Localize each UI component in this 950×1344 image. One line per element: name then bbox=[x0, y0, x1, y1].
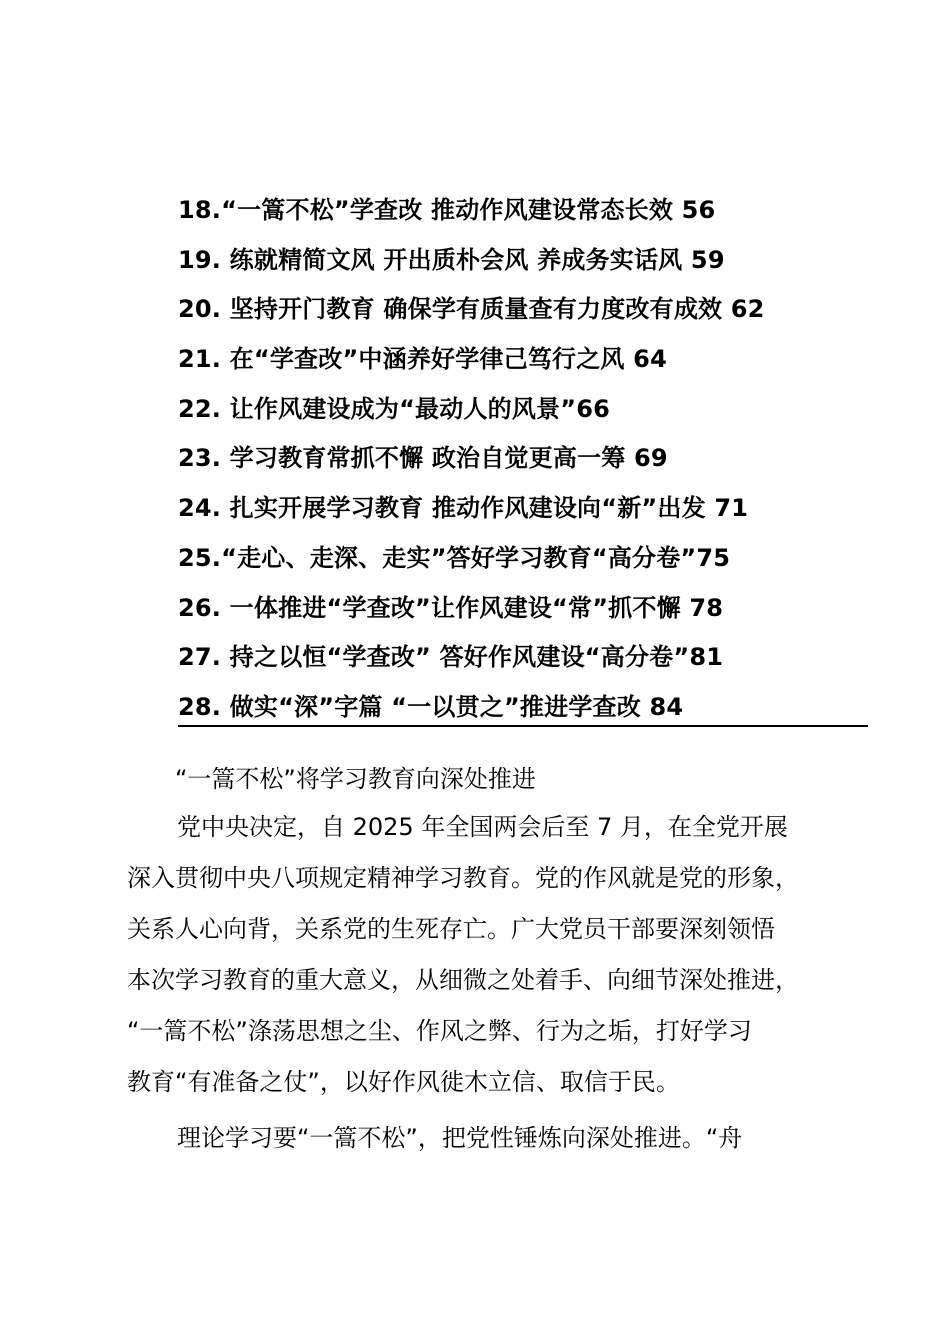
paragraph-line: 理论学习要“一篙不松”，把党性锤炼向深处推进。“舟 bbox=[177, 1124, 743, 1152]
paragraph bbox=[127, 1113, 847, 1164]
toc-item-26[interactable]: 26. 一体推进“学查改”让作风建设“常”抓不懈 78 bbox=[178, 593, 724, 622]
article-title: “一篙不松”将学习教育向深处推进 bbox=[175, 765, 536, 793]
toc-item-21[interactable]: 21. 在“学查改”中涵养好学律己笃行之风 64 bbox=[178, 345, 667, 374]
paragraph-line: 教育“有准备之仗”，以好作风徙木立信、取信于民。 bbox=[127, 1068, 680, 1096]
toc-item-19[interactable]: 19. 练就精简文风 开出质朴会风 养成务实话风 59 bbox=[178, 245, 725, 274]
paragraph-line: 深入贯彻中央八项规定精神学习教育。党的作风就是党的形象， bbox=[127, 864, 799, 892]
paragraph-line: 党中央决定，自 2025 年全国两会后至 7 月，在全党开展 bbox=[177, 813, 788, 841]
toc-item-18[interactable]: 18.“一篙不松”学查改 推动作风建设常态长效 56 bbox=[178, 196, 716, 224]
toc-item-24[interactable]: 24. 扎实开展学习教育 推动作风建设向“新”出发 71 bbox=[178, 494, 749, 523]
toc-item-23[interactable]: 23. 学习教育常抓不懈 政治自觉更高一筹 69 bbox=[178, 444, 668, 473]
toc-item-20[interactable]: 20. 坚持开门教育 确保学有质量查有力度改有成效 62 bbox=[178, 295, 765, 324]
toc-item-22[interactable]: 22. 让作风建设成为“最动人的风景”66 bbox=[178, 394, 611, 423]
toc-item-28[interactable]: 28. 做实“深”字篇 “一以贯之”推进学查改 84 bbox=[178, 692, 684, 721]
paragraph-line: “一篙不松”涤荡思想之尘、作风之弊、行为之垢，打好学习 bbox=[127, 1017, 752, 1045]
paragraph-line: 本次学习教育的重大意义，从细微之处着手、向细节深处推进， bbox=[127, 966, 799, 994]
paragraph-line: 关系人心向背，关系党的生死存亡。广大党员干部要深刻领悟 bbox=[127, 915, 775, 943]
toc-item-27[interactable]: 27. 持之以恒“学查改” 答好作风建设“高分卷”81 bbox=[178, 643, 724, 672]
article-body bbox=[127, 756, 847, 1164]
table-of-contents bbox=[178, 186, 868, 733]
paragraph bbox=[127, 802, 847, 1108]
toc-divider bbox=[178, 725, 868, 727]
toc-item-25[interactable]: 25.“走心、走深、走实”答好学习教育“高分卷”75 bbox=[178, 543, 731, 572]
